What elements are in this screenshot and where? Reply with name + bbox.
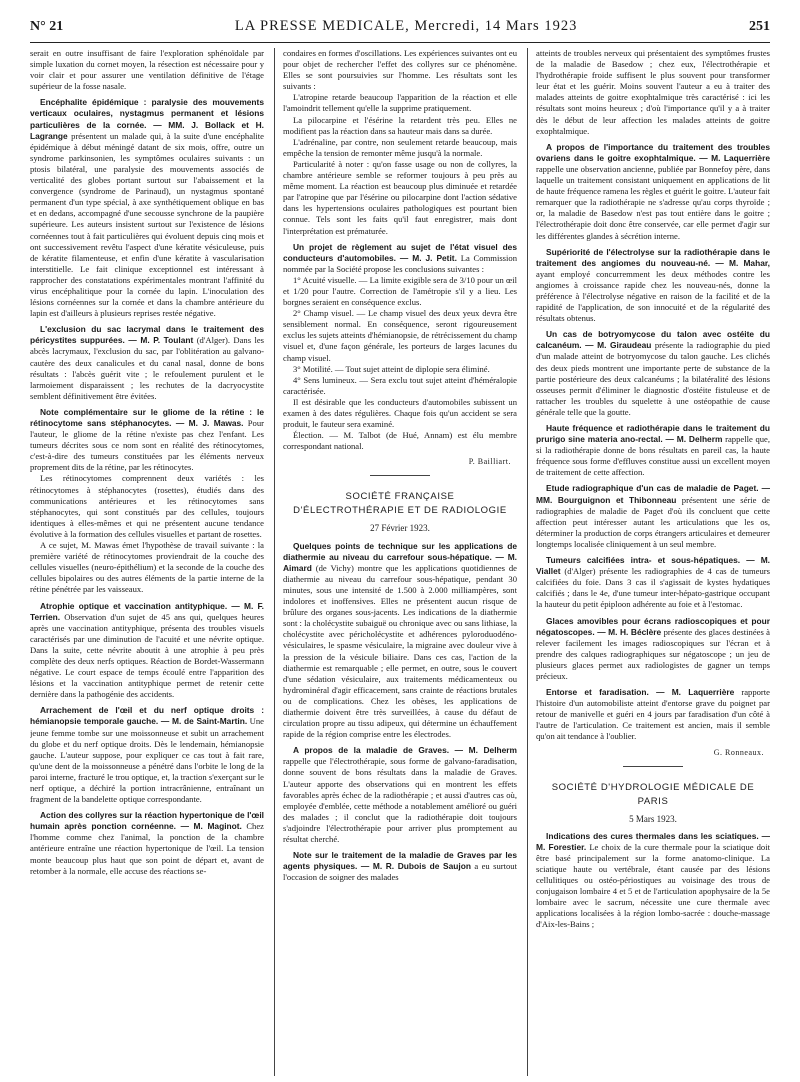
- entry-title: Un cas de botryomycose du talon avec ostéite du calcanéum. — M. Giraudeau: [536, 329, 770, 351]
- divider: [370, 475, 430, 476]
- entry-title: Note complémentaire sur le gliome de la rétine : le rétinocytome sans stéphanocytes. — M. J. Mawas.: [30, 406, 264, 428]
- entry-title: Haute fréquence et radiothérapie dans le traitement du prurigo sine materia ano-rectal. — M. Delherm: [536, 423, 770, 445]
- entry-body: (d'Alger) présente les radiographies de 4 cas de tumeurs calcifiées du foie. Dans 3 cas il s'agissait de kystes hydatiques calcifiés ; dans le 4e, d'une tumeur inter-hépato-gastrique occupant la hauteur du petit épiploon adhérente au foie et à l'estomac.: [536, 566, 770, 610]
- issue-number: N° 21: [30, 19, 64, 34]
- entry-title: Encéphalite épidémique : paralysie des mouvements verticaux oculaires, nystagmus permanent et lésions particulières de la cornée. — MM. J. Bollack et H. Lagrange: [30, 97, 264, 141]
- entry-body: Une jeune femme tombe sur une moissonneuse et subit un arrachement du globe et du nerf optique droits. Dès le lendemain, hémianopsie gauche. L'auteur suppose, pour expliquer ce cas tout à fait rare, qu'une dent de la moissonneuse a pénétré dans l'orbite le long de la paroi interne, fracturé le trou optique, et, la traction s'exerçant sur le nerf optique, a déchiré la portion intracrânienne, entraînant un fragment de la bandelette optique correspondante.: [30, 716, 264, 805]
- journal-title: LA PRESSE MEDICALE, Mercredi, 14 Mars 1923: [234, 18, 578, 34]
- entry-body: rappelle une observation ancienne, publiée par Bonnefoy père, dans laquelle un traitement consistant uniquement en applications de lit de haute fréquence ramena les règles et guérit le goitre. L'auteur fait remarquer que la radiothérapie ne s'adresse qu'au corps thyroïde ; or, la maladie de Basedow n'est pas tout entière dans le goitre ; l'électrothérapie doit donc être conservée, car elle permet d'agir sur les différentes glandes à sécrétion interne.: [536, 163, 770, 241]
- entry: [536, 831, 770, 931]
- entry-body: (de Vichy) montre que les applications quotidiennes de diathermie au niveau du carrefour sous-hépatique, pendant 30 minutes, sous une intensité de 1.500 à 2.000 milliampères, sont indolores et inoffensives. Elles ne présentent aucun risque de brûlure des organes sous-jacents. Les indications de la diathermie sont : la cholécystite subaiguë ou chronique avec ou sans lithiase, la cholécystite avec péricholécystite et adhérences pyloroduodéno-vésiculaires, le spasme vésiculaire, la migraine avec douleur vive à la pression de la vésicule biliaire. Dans ces cas, l'action de la diathermie est remarquable ; elle permet, en outre, sous le couvert d'une sédation vésiculaire, aux traitements médicamenteux ou hydrominéral d'agir efficacement, sans crainte de réactions brutales ou de complications. Chez les obèses, les applications de diathermie doivent être très surveillées, à cause du défaut de circulation propre au tissu adipeux, qui détermine un échauffement rapide de la région comprise entre les électrodes.: [283, 562, 517, 740]
- entry-body: rappelle que l'électrothérapie, sous forme de galvano-faradisation, donne souvent de bons résultats dans la maladie de Graves. L'auteur apporte des observations qui en montrent les effets favorables après échec de la radiothérapie ; et aussi d'autres cas où, employée d'emblée, cette méthode a notablement amélioré ou guéri des malades ; il conclut que la radiothérapie doit toujours s'adjoindre l'électrothérapie pour arriver plus promptement au résultat cherché.: [283, 756, 517, 844]
- entry-body: Observation d'un sujet de 45 ans qui, quelques heures après une vaccination antityphique, présenta des troubles visuels caractérisés par une diminution de l'acuité et une névrite optique. Dans la suite, cette névrite aboutit à une atrophie à peu près complète des deux nerfs optiques. Réaction de Bordet-Wassermann négative. Le court espace de temps écoulé entre l'apparition des lésions et la vaccination antityphique permet de retenir cette dernière dans la pathogénie des accidents.: [30, 611, 264, 700]
- entry-title: Action des collyres sur la réaction hypertonique de l'œil humain après ponction cornéenne. — M. Maginot.: [30, 810, 264, 832]
- entry-body: Pour l'auteur, le gliome de la rétine n'existe pas chez l'enfant. Les tumeurs décrites sous ce nom sont en réalité des rétinocytomes, c'est-à-dire des tumeurs constituées par les éléments nerveux proprement dits de la rétine, par les rétinocytes.: [30, 418, 264, 473]
- list-item: 3° Motilité. — Tout sujet atteint de diplopie sera éliminé.: [293, 363, 490, 374]
- entry: [536, 423, 770, 478]
- entry-body: Le choix de la cure thermale pour la sciatique doit être basé principalement sur la forme anatomo-clinique. La sciatique haute ou vertébrale, étant causée par des lésions cellulitiques ou ostéo-périostiques au voisinage des trous de conjugaison lombaire 4 et 5 et de l'articulation apophysaire de la 5e lombaire avec le sacrum, nécessite une cure thermale avec applications localisées à la région lombo-sacrée : douche-massage d'Aix-les-Bains ;: [536, 841, 770, 930]
- column-1: [30, 48, 264, 1076]
- paragraph: atteints de troubles nerveux qui présentaient des symptômes frustes de la maladie de Basedow ; chez eux, l'électrothérapie et l'hydrothérapie froide suffisent le plus souvent pour transformer leur état et les guérir. Moins souvent l'auteur a eu à traiter des malades atteints de goitre exophtalmique très caractérisé : ici les résultats sont moins heureux ; d'où l'importance qu'il y a à traiter dès le début de leur affection les malades atteints de goitre exophtalmique.: [536, 48, 770, 136]
- entry: [536, 247, 770, 325]
- paragraph: Élection. — M. Talbot (de Hué, Annam) est élu membre correspondant national.: [283, 430, 517, 452]
- session-date: 5 Mars 1923.: [629, 813, 677, 824]
- page-header: [30, 18, 770, 43]
- society-heading-line: SOCIÉTÉ FRANÇAISE: [345, 491, 455, 503]
- society-heading: [283, 490, 517, 518]
- entry: [536, 555, 770, 610]
- entry-body: présente la radiographie du pied d'un malade atteint de botryomycose du talon gauche. Les clichés des deux pieds montrent une importante perte de substance de la partie postérieure des deux calcanéums ; la bilatéralité des lésions osseuses permit d'éliminer le diagnostic d'ostéite fistuleuse et de rattacher les troubles du squelette à une ostéopathie de cause générale telle que la goutte.: [536, 340, 770, 417]
- entry-title: L'exclusion du sac lacrymal dans le traitement des péricystites suppurées. — M. P. Toulant: [30, 324, 264, 346]
- entry-title: Glaces amovibles pour écrans radioscopiques et pour négatoscopes. — M. H. Béclère: [536, 615, 770, 637]
- entry: [30, 601, 264, 701]
- article-columns: [30, 48, 770, 1076]
- entry-title: Tumeurs calcifiées intra- et sous-hépatiques. — M. Viallet: [536, 555, 770, 577]
- entry-body: présente des glaces destinées à relever facilement les images radioscopiques sur l'écran et à prendre des calques radiographiques sur négatoscope ; un jeu de plusieurs glaces permet aux radiologistes de gagner un temps précieux.: [536, 626, 770, 681]
- entry: [283, 850, 517, 883]
- entry-title: Atrophie optique et vaccination antityphique. — M. F. Terrien.: [30, 600, 264, 622]
- column-3: [527, 48, 770, 1076]
- list-item: 4° Sens lumineux. — Sera exclu tout sujet atteint d'héméralopie caractérisée.: [283, 374, 517, 396]
- entry-body: présentent un malade qui, à la suite d'une encéphalite épidémique à début méningé datant de six mois, offre, outre un syndrome parkinsonien, les symptômes oculaires suivants : un ptosis bilatéral, une paralysie des mouvements associés de verticalité des globes portant surtout sur l'abaissement et la convergence (syndrome de Parinaud), un nystagmus spontané permanent d'un type spécial, à axe synthétiquement oblique en bas et en dedans, accompagné d'une secousse synchrone de la paupière supérieure. Les auteurs insistent surtout sur l'existence de lésions cornéennes tout à fait particulières qui évoluent depuis cinq mois et ont successivement revêtu l'aspect d'une kératite vésiculeuse, puis de kératite filamenteuse, et enfin d'une kératite à vascularisation interstitielle. Le fait clinique exceptionnel est intéressant à rapprocher des constatations expérimentales montrant l'affinité du virus encéphalitique pour la cornée du lapin. L'inoculation des lésions cornéennes sur la cornée et dans la chambre antérieure du lapin est d'ailleurs à plusieurs reprises restée négative.: [30, 130, 264, 319]
- signature: P. Bailliart.: [468, 457, 511, 467]
- entry-title: Arrachement de l'œil et du nerf optique droits : hémianopsie temporale gauche. — M. de Saint-Martin.: [30, 705, 264, 727]
- paragraph: L'atropine retarde beaucoup l'apparition de la réaction et elle l'amoindrit tellement qu'elle la supprime pratiquement.: [283, 92, 517, 114]
- society-heading: SOCIÉTÉ D'HYDROLOGIE MÉDICALE DE PARIS: [551, 781, 755, 807]
- society-heading-line: D'ÉLECTROTHÉRAPIE ET DE RADIOLOGIE: [293, 505, 507, 517]
- entry-title: A propos de la maladie de Graves. — M. Delherm: [293, 745, 517, 756]
- list-item: 1° Acuité visuelle. — La limite exigible sera de 3/10 pour un œil et 1/20 pour l'autre. Correction de l'amétropie s'il y a lieu. Les borgnes seraient en conséquence exclus.: [283, 274, 517, 308]
- entry: [30, 407, 264, 474]
- entry: [536, 687, 770, 742]
- entry-body: rappelle que, si la radiothérapie donne de bons résultats en pareil cas, la haute fréquence sous forme d'effluves constitue aussi un excellent moyen de traitement de cette affection.: [536, 434, 770, 478]
- entry: [30, 705, 264, 805]
- entry-body: ayant employé concurremment les deux méthodes contre les angiomes à croissance rapide chez les nouveau-nés, donne la préférence à l'électrolyse négative en raison de la facilité et de la rapidité de l'application, de son innocuité et de la régularité des résultats obtenus.: [536, 268, 770, 324]
- paragraph: Particularité à noter : qu'on fasse usage ou non de collyres, la chambre antérieure semble se reformer toujours à peu près au même moment. La réaction est beaucoup plus diminuée et retardée par l'atropine que par l'ésérine ou pilocarpine dont l'action sédative dans les hypertensions oculaires pathologiques est pourtant bien connue. Tels sont les faits qu'il faut enregistrer, mais dont l'interprétation est prématurée.: [283, 158, 517, 236]
- entry-title: Note sur le traitement de la maladie de Graves par les agents physiques. — M. R. Dubois de Saujon: [283, 850, 517, 872]
- entry: [30, 324, 264, 402]
- paragraph: condaires en formes d'oscillations. Les expériences suivantes ont eu pour objet de rechercher l'effet des collyres sur ce phénomène. Elles se sont poursuivies sur l'homme. Les résultats sont les suivants :: [283, 48, 517, 92]
- entry: [536, 616, 770, 683]
- paragraph: Il est désirable que les conducteurs d'automobiles subissent un examen à des dates régulières. Chaque fois qu'un accident se sera produit, le fauteur sera examiné.: [283, 396, 517, 430]
- paragraph: L'adrénaline, par contre, non seulement retarde beaucoup, mais empêche la tension de remonter même jusqu'à la normale.: [283, 136, 517, 158]
- entry-title: Supériorité de l'électrolyse sur la radiothérapie dans le traitement des angiomes du nouveau-né. — M. Mahar,: [536, 246, 770, 268]
- entry-title: A propos de l'importance du traitement des troubles ovariens dans le goitre exophtalmique. — M. Laquerrière: [536, 141, 770, 163]
- paragraph: Les rétinocytomes comprennent deux variétés : les rétinocytomes à stéphanocytes (rosettes), étudiés dans des communications antérieures et les rétinocytomes sans stéphanocytes, qui sont constitués par des cellules, toujours identiques à elles-mêmes et qui ne présentent aucune tendance évolutive à la formation des cellules visuelles et partant de rosettes.: [30, 473, 264, 539]
- entry: [283, 541, 517, 741]
- column-2: [274, 48, 517, 1076]
- entry-body: La Commission nommée par la Société propose les conclusions suivantes :: [283, 252, 517, 274]
- entry-title: Entorse et faradisation. — M. Laquerrière: [546, 687, 735, 698]
- divider: [623, 766, 683, 767]
- entry-body: (d'Alger). Dans les abcès lacrymaux, l'exclusion du sac, par l'oblitération au galvano-cautère des deux canalicules et du canal nasal, donne de bons résultats : l'abcès guérit vite ; le refoulement purulent et le larmoiement disparaissent ; les rechutes de la dacryocystite semblent définitivement être évitées.: [30, 335, 264, 401]
- paragraph: A ce sujet, M. Mawas émet l'hypothèse de travail suivante : la première variété de rétinocytomes proviendrait de la couche des cellules visuelles (neuro-épithélium) et la seconde de la couche des cellules bipolaires ou des autres éléments de la partie interne de la rétine pénétrée par les vaisseaux.: [30, 540, 264, 595]
- entry-body: a eu surtout l'occasion de soigner des malades: [283, 861, 517, 883]
- entry-title: Indications des cures thermales dans les sciatiques. — M. Forestier.: [536, 830, 770, 852]
- list-item: 2° Champ visuel. — Le champ visuel des deux yeux devra être sensiblement normal. En conséquence, seront rigoureusement exclus les sujets atteints d'hémianopsie, de rétrécissement du champ visuel et, d'une façon générale, les porteurs de larges lacunes du champ visuel.: [283, 308, 517, 363]
- entry: [536, 142, 770, 242]
- entry: [283, 745, 517, 845]
- entry-body: Chez l'homme comme chez l'animal, la ponction de la chambre antérieure entraîne une réaction hypertonique de l'œil. La tension monte beaucoup plus haut que son point de départ et, avant de retomber à la normale, elle accuse des réactions se-: [30, 821, 264, 876]
- entry-title: Quelques points de technique sur les applications de diathermie au niveau du carrefour sous-hépatique. — M. Aimard: [283, 540, 517, 573]
- entry-title: Etude radiographique d'un cas de maladie de Paget. — MM. Bourguignon et Thibonneau: [536, 483, 770, 505]
- page-number: 251: [748, 19, 770, 34]
- entry: [30, 97, 264, 319]
- entry-body: présentent une série de radiographies de maladie de Paget d'où ils concluent que cette affection peut intéresser autant les articulations que les os, déterminer la production de corps étrangers articulaires et demeurer longtemps localisée cliniquement à un seul membre.: [536, 494, 770, 549]
- entry-body: rapporte l'histoire d'un automobiliste atteint d'entorse grave du poignet par retour de manivelle et guéri en 4 jours par faradisation d'un côté à l'autre de l'articulation. Ce traitement est ancien, mais il semble qu'on ait tendance à l'oublier.: [536, 687, 770, 742]
- entry-title: Un projet de règlement au sujet de l'état visuel des conducteurs d'automobiles. — M. J. Petit.: [283, 241, 517, 263]
- signature: G. Ronneaux.: [713, 747, 764, 757]
- session-date: 27 Février 1923.: [370, 523, 430, 534]
- entry: [536, 483, 770, 550]
- paragraph: serait en outre insuffisant de faire l'exploration sphénoïdale par simple luxation du cornet moyen, la résection est nécessaire pour y voir clair et pour assurer une ventilation définitive de l'étage supérieur de la fosse nasale.: [30, 48, 264, 92]
- entry: [536, 329, 770, 418]
- entry: [30, 810, 264, 877]
- entry: [283, 242, 517, 275]
- paragraph: La pilocarpine et l'ésérine la retardent très peu. Elles ne modifient pas la réaction dans sa hauteur mais dans sa durée.: [283, 114, 517, 136]
